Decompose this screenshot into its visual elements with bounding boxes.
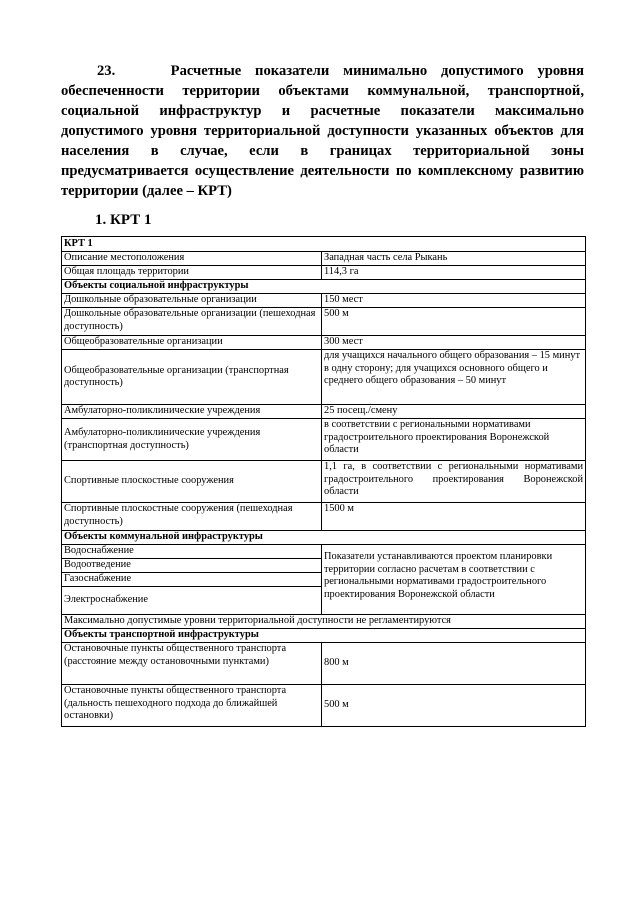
location-value: Западная часть села Рыкань — [322, 252, 586, 266]
stops-walk-value: 500 м — [322, 685, 586, 727]
school-transport-value: для учащихся начального общего образования – 15 минут в одну сторону; для учащихся основного общего и среднего общего образования – 50 минут — [322, 350, 586, 405]
clinic-label: Амбулаторно-поликлинические учреждения — [62, 405, 322, 419]
area-value: 114,3 га — [322, 266, 586, 280]
clinic-transport-label: Амбулаторно-поликлинические учреждения (транспортная доступность) — [62, 419, 322, 461]
area-label: Общая площадь территории — [62, 266, 322, 280]
water-disposal-label: Водоотведение — [62, 559, 322, 573]
utility-value: Показатели устанавливаются проектом планировки территории согласно расчетам в соответствии с региональными нормативами градостроительного проектирования Воронежской области — [322, 545, 586, 615]
stops-distance-label: Остановочные пункты общественного транспорта (расстояние между остановочными пунктами) — [62, 643, 322, 685]
utility-section-header: Объекты коммунальной инфраструктуры — [62, 531, 586, 545]
section-number: 23. — [97, 63, 116, 79]
gas-supply-label: Газоснабжение — [62, 573, 322, 587]
utility-note: Максимально допустимые уровни территориальной доступности не регламентируются — [62, 615, 586, 629]
krt-table — [61, 236, 586, 727]
location-label: Описание местоположения — [62, 252, 322, 266]
sport-label: Спортивные плоскостные сооружения — [62, 461, 322, 503]
school-value: 300 мест — [322, 336, 586, 350]
table-title: КРТ 1 — [62, 237, 586, 252]
section-heading-text: Расчетные показатели минимально допустимого уровня обеспеченности территории объектами коммунальной, транспортной, социальной инфраструктур и расчетные показатели максимально допустимого уровня территориальной доступности указанных объектов для населения в случае, если в границах территориальной зоны предусматривается осуществление деятельности по комплексному развитию территории (далее – КРТ) — [61, 63, 584, 199]
sport-walk-value: 1500 м — [322, 503, 586, 531]
stops-distance-value: 800 м — [322, 643, 586, 685]
school-transport-label: Общеобразовательные организации (транспортная доступность) — [62, 350, 322, 405]
water-supply-label: Водоснабжение — [62, 545, 322, 559]
clinic-value: 25 посещ./смену — [322, 405, 586, 419]
preschool-label: Дошкольные образовательные организации — [62, 294, 322, 308]
clinic-transport-value: в соответствии с региональными нормативами градостроительного проектирования Воронежской области — [322, 419, 586, 461]
preschool-walk-value: 500 м — [322, 308, 586, 336]
preschool-walk-label: Дошкольные образовательные организации (пешеходная доступность) — [62, 308, 322, 336]
power-supply-label: Электроснабжение — [62, 587, 322, 615]
sport-walk-label: Спортивные плоскостные сооружения (пешеходная доступность) — [62, 503, 322, 531]
social-section-header: Объекты социальной инфраструктуры — [62, 280, 586, 294]
school-label: Общеобразовательные организации — [62, 336, 322, 350]
section-heading — [61, 61, 584, 201]
transport-section-header: Объекты транспортной инфраструктуры — [62, 629, 586, 643]
preschool-value: 150 мест — [322, 294, 586, 308]
sport-value: 1,1 га, в соответствии с региональными нормативами градостроительного проектирования Воронежской области — [322, 461, 586, 503]
stops-walk-label: Остановочные пункты общественного транспорта (дальность пешеходного подхода до ближайшей остановки) — [62, 685, 322, 727]
subsection-heading: 1. КРТ 1 — [95, 212, 152, 228]
